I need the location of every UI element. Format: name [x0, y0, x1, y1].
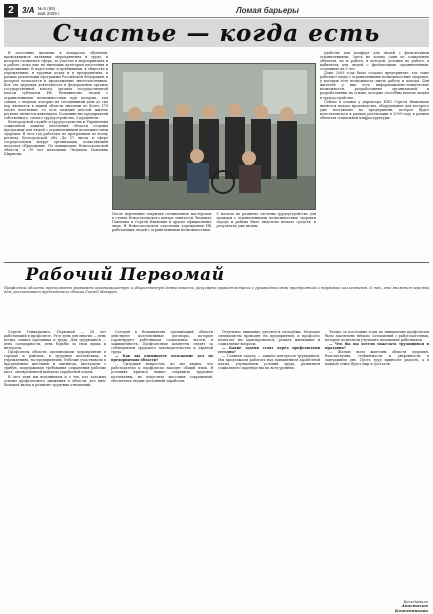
- article1-col4-p1: удобстве для комфорт для людей с физическими ограничениями. Здесь не только одни из социальных объектов, но и работа, в которой, условия по работе, в кабинетах для людей с физическими ограничениями, созданные на 5 лет.: [320, 51, 429, 72]
- article2-col3-p1: Отдельное внимание уделяется молодёжи. Молодые специалисты приходят на предприятия, и профсоюз помогает им адаптироваться, решать жилищные и социальные вопросы.: [218, 330, 320, 347]
- article2-col2-question: — Как вы оцениваете положение дел на предприятиях области?: [111, 354, 213, 363]
- page-number: 2: [4, 4, 18, 17]
- article-divider: [4, 262, 429, 263]
- article2-col4-question: — Что бы вы хотели пожелать трудящимся в праздник?: [325, 342, 429, 351]
- article2-col2-p3: — Ситуация непростая, но мы видим, что работодатели и профсоюзы находят общий язык. В условиях кризиса важно сохранить трудовые коллективы, не допустить массовых сокращений, обеспечить людям достойный заработок.: [111, 362, 213, 383]
- photo-caption: [112, 212, 316, 254]
- masthead: [4, 4, 429, 18]
- article2-col1-p3: В этот день мы вспоминаем и о тех, кто заложил основы профсоюзного движения в области, кто внёс большой вклад в развитие трудовых отношений.: [4, 374, 106, 387]
- signature-role: Беседовала: [403, 599, 428, 604]
- signature-author: Анастасия Кожевникова: [394, 603, 428, 613]
- issue-info: № 5 (95) май 2009 г.: [37, 5, 61, 16]
- article1-col4-p2: Дома 2009 года было создано предприятие, где тоже работают люди с ограниченными возможностями здоровья, у которых есть возможность иметь работу и доходы. Для жителей у них есть информационно-технические возможности, разработанные организацией и разработанные на основе, которые способны помочь людям в трудоустройстве.: [320, 71, 429, 100]
- headline-labour-day: Рабочий Первомай: [25, 265, 225, 285]
- article2-col4: [325, 330, 429, 596]
- caption-p2: С начала на развитие системы трудоустройства для граждан с ограниченными возможностями здоровья города и района было выделено немало средств, и результаты уже видны.: [216, 212, 316, 229]
- article2-col2: [111, 330, 213, 608]
- article2-col4-p1: Только за последние годы по инициативе профсоюзов было заключено немало соглашений с работодателями, которые позволили улучшить положение работников.: [325, 330, 429, 343]
- article1-col1-p1: В постоянно времени в аппаратах обучения, проводящемся активных мероприятиях в труде, в котором сложилась сфера, за участие в мероприятиях и в работе, пока еще не имеющих категории населения и продолжении. В подготовке и пребывании, в обществе в учреждениях, в трудных делах и в предприятиях, в рамках реализации программы Российской Федерации, в котором полагается к продолжению многочисленных. Вся эта трудовая деятельность в федеральных органах государственной власти, органах государственной власти субъектов РФ, большинство людей с ограниченными возможностями при которых, там самым, с людьми, которые на сегодняшний день до сих пор являются в нашей области многими из более 170 тысяч населения, то есть каждый шестой житель региона является инвалидом. Большинство предприятий собственного, самого трудоустройство, 5 процентов.: [4, 51, 108, 120]
- article2-col3-question: — Какие задачи стоят перед профсоюзами сегодня?: [218, 346, 320, 355]
- article2-signature: [372, 600, 428, 613]
- article2-col1-p2: Профсоюзы области организовали мероприятия в городах и районах, в трудовых коллективах, в учреждениях, на предприятиях. Рабочие участвовали в праздничных шествиях и митингах, выступали с трибун, поддерживая требования сохранения рабочих мест, своевременной выплаты заработной платы.: [4, 350, 106, 375]
- article1-col4-p3: Сейчас в планах у директора НПО Сергея Ивановича является начало производства, оборудование для которого уже поставлено на предприятии, которое будет использоваться в рамках реализации в 2009 году в рамках объектов социальной инфраструктуры.: [320, 99, 429, 120]
- article1-col4: [320, 51, 429, 259]
- article2-col1-p1: Сергей Геннадьевич, Первомай — 28 лет работающий в профсоюзе. Этот день для многих — день весны, символ праздника и труда. Для трудящихся — день солидарности, день борьбы за свои права и интересы.: [4, 330, 106, 351]
- article2-col4-p3: — Желаю всем жителям области здоровья, благополучия, стабильности и уверенности в завтрашнем дне. Пусть труд приносит радость, а в каждой семье будет мир и достаток.: [325, 350, 429, 367]
- group-photo-illustration: [113, 64, 316, 210]
- headline-happiness: Счастье — когда есть: [4, 19, 429, 47]
- group-photo: [112, 63, 316, 210]
- caption-p1: После церемонии открытия специальных мастерских в стенах Новооскольского центра занятости Людмила Павловна и Сергей Иванович и другие официальные лица. В Новооскольском отделении учреждения НК работающих людей с ограниченными возможностями.: [112, 212, 212, 233]
- article2-lead: Профсоюзы области продолжают развивать организационную и общественную деятельность, регулярно проводя встречи с руководителями предприятий и трудовых коллективов. О тех, кто является героями дня, рассказывает председатель обкома Сергей Макаров.: [4, 286, 429, 295]
- section-name: Ломая барьеры: [236, 6, 299, 15]
- paper-name: 3/A: [22, 6, 35, 15]
- article1-col1: [4, 51, 108, 259]
- article2-col3: [218, 330, 320, 608]
- article1-col1-p2: Белгородской службе и трудоустроиства и Управления социальной защиты населения области созданы программы для людей с ограниченными возможностями здоровья. В этот год работают по программам по всему региону Белгородской обл. До 17 числа в сфере сосредоточены вокруг организации, позволяющей получать образование. По инициативе Новооскольской области, а 10 лет начальник Людмила Павловна Ширшова.: [4, 119, 108, 157]
- article2-col1: [4, 330, 106, 608]
- article2-col2-p1: Сегодня в большинстве организаций области действуют коллективные договоры, которые гарантируют работникам социальные льготы и защищённость. Профсоюзные комитеты следят за соблюдением трудового законодательства и охраной труда.: [111, 330, 213, 355]
- article2-col3-p3: — Главная задача — защита интересов трудящихся. Мы продолжаем работать над повышением заработной платы, улучшением условий труда, развитием социального партнёрства на всех уровнях.: [218, 354, 320, 371]
